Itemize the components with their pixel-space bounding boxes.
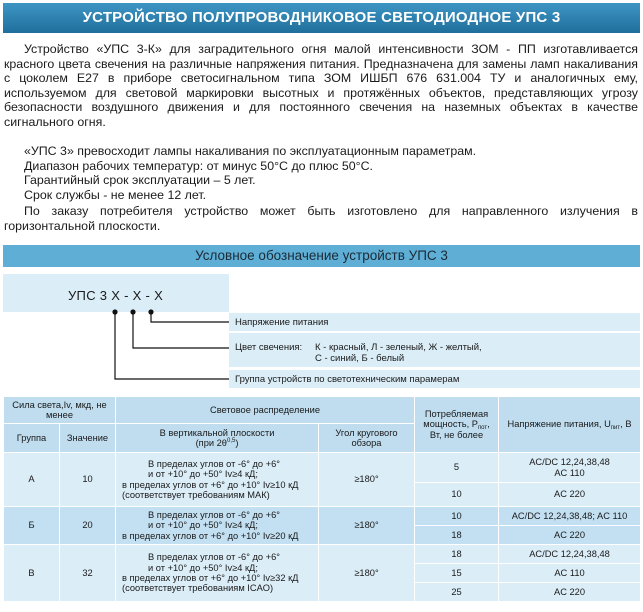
- header-group: Группа: [4, 424, 60, 453]
- cell-voltage: AC/DC 12,24,38,48; AC 110: [499, 507, 641, 526]
- connector-voltage: [151, 312, 229, 322]
- header-voltage: Напряжение питания, $U_{пит}$, В: [499, 397, 641, 453]
- cell-voltage: AC 110: [499, 564, 641, 583]
- feature-item: «УПС 3» превосходит лампы накаливания по эксплуатационным параметрам.: [24, 144, 477, 158]
- feature-item: Срок службы - не менее 12 лет.: [24, 187, 207, 202]
- cell-power: 25: [415, 583, 499, 602]
- legend-color-line1: К - красный, Л - зеленый, Ж - желтый,: [315, 342, 482, 353]
- legend-color-line2: С - синий, Б - белый: [315, 353, 405, 364]
- cell-value: 20: [60, 507, 116, 545]
- legend-voltage: Напряжение питания: [235, 317, 329, 328]
- header-circular: Угол кругового обзора: [319, 424, 415, 453]
- table-row: [4, 453, 641, 483]
- header-distribution: Световое распределение: [116, 397, 415, 424]
- cell-value: 10: [60, 453, 116, 507]
- cell-circular: ≥180°: [319, 545, 415, 602]
- header-power: Потребляемая мощность, $Р_{пот}$, Вт, не более: [415, 397, 499, 453]
- feature-item: Диапазон рабочих температур: от минус 50°С до плюс 50°С.: [24, 158, 373, 173]
- custom-order-paragraph: По заказу потребителя устройство может быть изготовлено для направленного излучения в горизонтальной плоскости.: [4, 204, 638, 233]
- cell-power: 10: [415, 483, 499, 507]
- cell-vertical: В пределах углов от -6° до +6° и от +10° до +50° Iv≥4 кД; в пределах углов от +6° до +10° Iv≥32 кД (соответствует требованиям ICAO): [116, 545, 319, 602]
- table-row: [4, 545, 641, 564]
- connector-dot: [148, 309, 153, 314]
- table-header-row: [4, 397, 641, 424]
- header-intensity: Сила света,Iv, мкд, не менее: [4, 397, 116, 424]
- cell-power: 15: [415, 564, 499, 583]
- header-value: Значение: [60, 424, 116, 453]
- cell-circular: ≥180°: [319, 453, 415, 507]
- cell-power: 10: [415, 507, 499, 526]
- legend-color-label: Цвет свечения:: [235, 342, 303, 353]
- page-title: УСТРОЙСТВО ПОЛУПРОВОДНИКОВОЕ СВЕТОДИОДНОЕ УПС 3: [3, 3, 640, 33]
- cell-group: А: [4, 453, 60, 507]
- connector-dot: [112, 309, 117, 314]
- table-row: [4, 507, 641, 526]
- connector-color: [133, 312, 229, 348]
- cell-power: 18: [415, 526, 499, 545]
- cell-voltage: AC/DC 12,24,38,48: [499, 545, 641, 564]
- feature-item: Гарантийный срок эксплуатации – 5 лет.: [24, 173, 256, 188]
- cell-group: В: [4, 545, 60, 602]
- intro-paragraph: Устройство «УПС 3-К» для заградительного огня малой интенсивности ЗОМ - ПП изготавливается красного цвета свечения на различные напряжения питания. Предназначена для замены ламп накаливания с цоколем Е27 в приборе светосигнальном типа ЗОМ ИШБП 676 631.004 ТУ и аналогичных ему, используемом для световой маркировки высотных и протяжённых объектов, представляющих угрозу безопасности воздушного движения и для постоянного свечения на наземных объектах в качестве сигнального огня.: [4, 42, 638, 129]
- legend-group: Группа устройств по светотехническим парамерам: [235, 374, 460, 385]
- cell-voltage: AC 220: [499, 483, 641, 507]
- cell-vertical: В пределах углов от -6° до +6° и от +10° до +50° Iv≥4 кД; в пределах углов от +6° до +10° Iv≥20 кД: [116, 507, 319, 545]
- header-vertical: В вертикальной плоскости (при $2\theta^{0,5}$): [116, 424, 319, 453]
- cell-voltage: AC/DC 12,24,38,48 AC 110: [499, 453, 641, 483]
- cell-voltage: AC 220: [499, 526, 641, 545]
- cell-vertical: В пределах углов от -6° до +6° и от +10° до +50° Iv≥4 кД; в пределах углов от +6° до +10° Iv≥10 кД (соответствует требованиям МАК): [116, 453, 319, 507]
- specs-table: [3, 396, 641, 602]
- cell-circular: ≥180°: [319, 507, 415, 545]
- cell-value: 32: [60, 545, 116, 602]
- cell-group: Б: [4, 507, 60, 545]
- designation-code: УПС 3 Х - Х - Х: [68, 288, 164, 303]
- cell-voltage: AC 220: [499, 583, 641, 602]
- connector-dot: [130, 309, 135, 314]
- cell-power: 18: [415, 545, 499, 564]
- cell-power: 5: [415, 453, 499, 483]
- designation-heading: Условное обозначение устройств УПС 3: [3, 245, 640, 267]
